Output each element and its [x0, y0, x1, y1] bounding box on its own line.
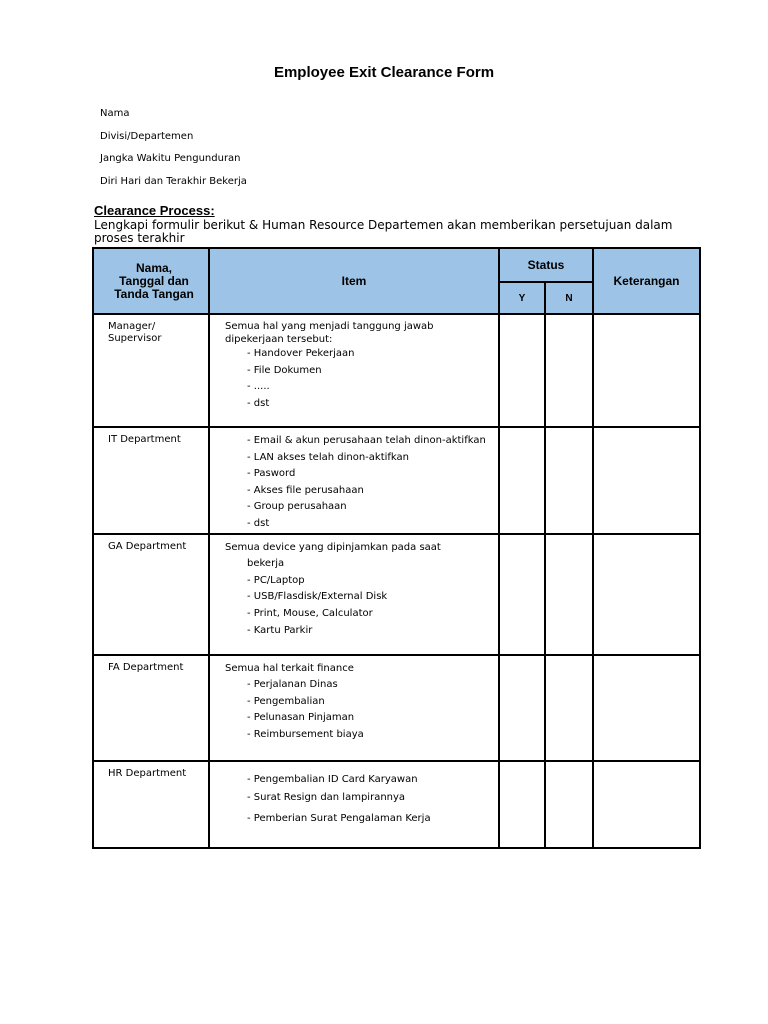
header-item: Item	[209, 248, 499, 314]
list-item: - File Dokumen	[247, 364, 322, 376]
status-y-cell[interactable]	[499, 427, 545, 534]
notes-cell[interactable]	[593, 761, 700, 848]
item-lead: Semua hal yang menjadi tanggung jawab	[225, 321, 434, 332]
field-divisi: Divisi/Departemen	[100, 130, 194, 142]
notes-cell[interactable]	[593, 655, 700, 761]
items-cell	[209, 534, 499, 655]
item-lead-cont: dipekerjaan tersebut:	[225, 334, 333, 345]
dept-cell: HR Department	[93, 761, 209, 848]
list-item: - Akses file perusahaan	[247, 484, 364, 496]
table-row	[93, 427, 700, 534]
items-cell	[209, 427, 499, 534]
items-cell	[209, 655, 499, 761]
header-notes: Keterangan	[593, 248, 700, 314]
list-item: - Pasword	[247, 468, 296, 480]
items-cell	[209, 314, 499, 427]
list-item: - Surat Resign dan lampirannya	[247, 791, 406, 803]
status-y-cell[interactable]	[499, 314, 545, 427]
list-item: - Pelunasan Pinjaman	[247, 712, 355, 724]
field-nama: Nama	[100, 108, 130, 119]
list-item: - Group perusahaan	[247, 501, 347, 513]
list-item: - dst	[247, 517, 270, 529]
status-n-cell[interactable]	[545, 761, 593, 848]
header-status-n: N	[545, 282, 593, 314]
item-lead: Semua device yang dipinjamkan pada saat	[225, 541, 441, 553]
list-item: - LAN akses telah dinon-aktifkan	[247, 451, 410, 463]
list-item: - Kartu Parkir	[247, 624, 313, 636]
table-row	[93, 314, 700, 427]
status-n-cell[interactable]	[545, 655, 593, 761]
section-description: Lengkapi formulir berikut & Human Resource Departemen akan memberikan persetujuan dalam proses terakhir	[94, 218, 673, 245]
list-item: - USB/Flasdisk/External Disk	[247, 591, 388, 603]
list-item: - Pemberian Surat Pengalaman Kerja	[247, 812, 431, 824]
list-item: - Pengembalian ID Card Karyawan	[247, 773, 418, 785]
item-lead: Semua hal terkait finance	[225, 662, 354, 674]
header-status-y: Y	[499, 282, 545, 314]
dept-cell: FA Department	[93, 655, 209, 761]
list-item: - Reimbursement biaya	[247, 728, 364, 740]
list-item: - Print, Mouse, Calculator	[247, 607, 373, 619]
list-item: - PC/Laptop	[247, 574, 305, 586]
notes-cell[interactable]	[593, 534, 700, 655]
field-jangka-waktu: Jangka Wakitu Pengunduran	[100, 153, 241, 164]
status-n-cell[interactable]	[545, 534, 593, 655]
header-name: Nama, Tanggal dan Tanda Tangan	[93, 248, 209, 314]
list-item: bekerja	[247, 558, 285, 570]
list-item: - .....	[247, 381, 270, 393]
table-row	[93, 761, 700, 848]
items-cell	[209, 761, 499, 848]
dept-cell: GA Department	[93, 534, 209, 655]
field-hari-terakhir: Diri Hari dan Terakhir Bekerja	[100, 175, 247, 187]
table-row	[93, 655, 700, 761]
list-item: - dst	[247, 397, 270, 409]
status-y-cell[interactable]	[499, 534, 545, 655]
notes-cell[interactable]	[593, 314, 700, 427]
status-y-cell[interactable]	[499, 655, 545, 761]
dept-cell: IT Department	[93, 427, 209, 534]
clearance-table	[92, 247, 701, 849]
status-n-cell[interactable]	[545, 314, 593, 427]
list-item: - Handover Pekerjaan	[247, 348, 355, 359]
list-item: - Email & akun perusahaan telah dinon-aktifkan	[247, 435, 486, 446]
employee-fields	[100, 107, 247, 197]
section-heading: Clearance Process:	[94, 203, 215, 218]
notes-cell[interactable]	[593, 427, 700, 534]
form-title: Employee Exit Clearance Form	[273, 64, 495, 81]
list-item: - Pengembalian	[247, 695, 325, 707]
list-item: - Perjalanan Dinas	[247, 679, 338, 691]
status-y-cell[interactable]	[499, 761, 545, 848]
status-n-cell[interactable]	[545, 427, 593, 534]
dept-cell: Manager/ Supervisor	[93, 314, 209, 427]
header-status: Status	[499, 248, 593, 282]
table-row	[93, 534, 700, 655]
